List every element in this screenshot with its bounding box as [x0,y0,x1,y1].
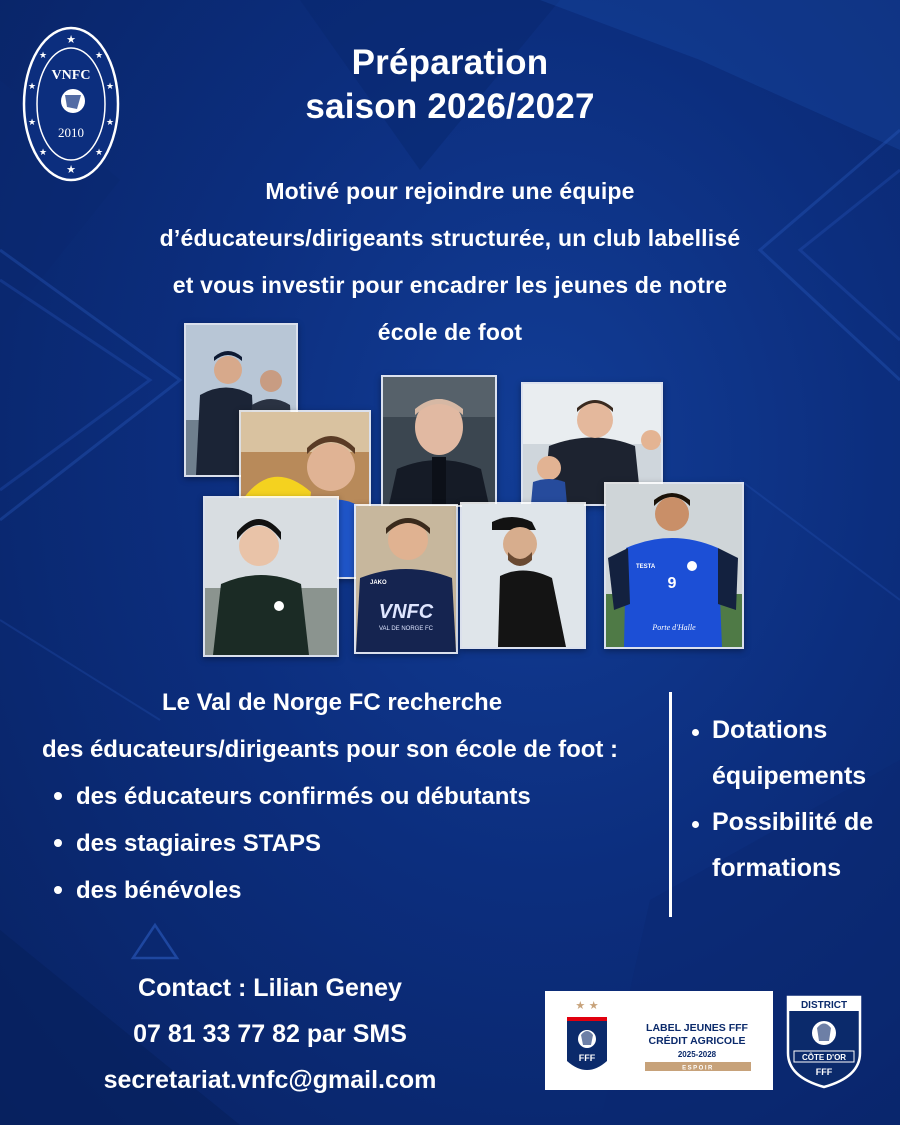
benefit-2-line-1: Possibilité de [712,808,874,836]
recruit-line-2: des éducateurs/dirigeants pour son école de foot : [41,736,619,763]
title-line-1: Préparation [351,43,549,82]
label-line-1: LABEL JEUNES FFF [646,1022,748,1034]
coach-photo-3 [381,375,497,507]
svg-text:★: ★ [27,82,37,92]
player-photo [604,482,744,649]
svg-text:★: ★ [94,51,104,61]
contact-name: Contact : Lilian Geney [138,974,402,1002]
logo-text: VNFC [51,68,91,83]
svg-text:★ ★: ★ ★ [575,999,599,1012]
svg-text:★: ★ [38,148,48,158]
intro-line-4: école de foot [377,319,523,345]
shirt-subtext: VAL DE NORGE FC [378,626,434,632]
benefit-1-line-1: Dotations [712,716,828,744]
logo-year: 2010 [58,125,84,140]
label-fff-text: FFF [578,1053,596,1063]
district-bottom: CÔTE D'OR [801,1053,847,1062]
bullet-item-3 [54,877,241,905]
title-line-2: saison 2026/2027 [305,87,595,126]
player-number: 9 [667,575,677,592]
intro-line-1: Motivé pour rejoindre une équipe [265,178,635,204]
bullet-text: des bénévoles [76,877,242,904]
recruit-line-1: Le Val de Norge FC recherche [161,689,503,716]
column-divider [669,692,672,917]
coach-photo-5 [203,496,339,657]
svg-text:★: ★ [66,33,76,46]
svg-text:★: ★ [38,51,48,61]
intro-line-2: d’éducateurs/dirigeants structurée, un club labellisé [159,225,741,251]
intro-line-3: et vous investir pour encadrer les jeunes de notre [172,272,728,298]
player-brand: TESTA [636,564,656,570]
district-fff: FFF [815,1067,833,1077]
svg-text:★: ★ [94,148,104,158]
svg-text:★: ★ [27,118,37,128]
district-top: DISTRICT [800,1000,848,1011]
coach-photo-6 [354,504,458,654]
label-jeunes-badge [545,991,773,1090]
bullet-text: des éducateurs confirmés ou débutants [76,783,531,810]
label-level: ESPOIR [682,1065,714,1072]
contact-email[interactable]: secretariat.vnfc@gmail.com [103,1066,437,1094]
bullet-item-2 [54,830,321,858]
svg-text:★: ★ [105,82,115,92]
label-years: 2025-2028 [677,1050,717,1059]
benefit-2-line-2: formations [712,854,842,882]
bullet-dot-icon [54,886,62,894]
bullet-item-1 [54,783,531,811]
label-line-2: CRÉDIT AGRICOLE [648,1035,746,1047]
bullet-dot-icon [54,792,62,800]
benefit-dot-icon [692,729,699,736]
coach-photo-7 [460,502,586,649]
benefit-dot-icon [692,821,699,828]
benefit-1-line-2: équipements [712,762,867,790]
ball-text: Porte d'Halle [652,623,696,632]
bullet-text: des stagiaires STAPS [76,830,321,857]
fff-shield-icon [545,991,773,1090]
shirt-brand: JAKO [370,580,387,586]
district-badge [784,991,864,1089]
svg-text:★: ★ [105,118,115,128]
shirt-text: VNFC [378,601,434,623]
bullet-dot-icon [54,839,62,847]
svg-text:★: ★ [66,163,76,176]
contact-phone: 07 81 33 77 82 par SMS [133,1020,407,1048]
